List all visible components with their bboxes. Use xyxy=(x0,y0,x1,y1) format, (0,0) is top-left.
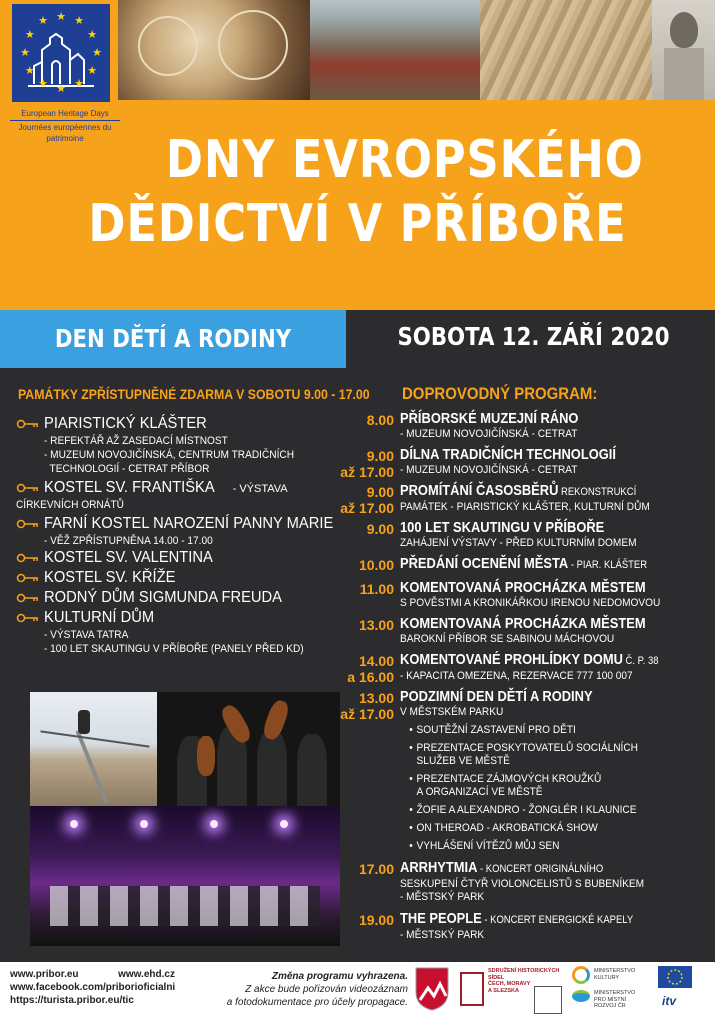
event-detail: PAMÁTEK - PIARISTICKÝ KLÁŠTER, KULTURNÍ DŮM xyxy=(400,501,650,513)
program-event xyxy=(338,910,715,942)
event-time: 19.00 xyxy=(358,912,394,928)
ministry-culture-text: MINISTERSTVO KULTURY xyxy=(594,968,636,981)
ministry-culture-icon xyxy=(572,966,590,984)
photo-band-concert xyxy=(30,806,340,946)
event-time: 10.00 xyxy=(358,557,394,573)
sdruzeni-sidel-logo xyxy=(458,966,566,1018)
monument-detail: - 100 LET SKAUTINGU V PŘÍBOŘE (PANELY PŘED KD) xyxy=(44,643,304,655)
event-title: PODZIMNÍ DEN DĚTÍ A RODINY xyxy=(400,688,593,705)
bullet-icon: • xyxy=(409,804,413,816)
eu-star-icon: ★ xyxy=(56,82,66,95)
page-title xyxy=(50,128,665,256)
bullet-icon: • xyxy=(409,742,413,754)
event-title-note: - KONCERT ORIGINÁLNÍHO xyxy=(477,863,604,875)
program-event xyxy=(338,410,715,441)
event-time-end: až 17.00 xyxy=(340,500,394,516)
title-line-1: DNY EVROPSKÉHO xyxy=(165,130,644,190)
event-title-note: REKONSTRUKCÍ xyxy=(558,486,637,498)
monument-name: PIARISTICKÝ KLÁŠTER xyxy=(44,415,207,432)
monument-name: KULTURNÍ DŮM xyxy=(44,609,155,626)
photo-town-aerial xyxy=(310,0,480,100)
eu-star-icon: ★ xyxy=(87,64,98,77)
monument-detail: - VÝSTAVA TATRA xyxy=(44,629,129,641)
monument-detail: - REFEKTÁŘ AŽ ZASEDACÍ MÍSTNOST xyxy=(44,435,228,447)
key-icon xyxy=(16,519,40,529)
event-detail: - MĚSTSKÝ PARK xyxy=(400,891,485,903)
monument-name: KOSTEL SV. VALENTINA xyxy=(44,549,213,566)
key-icon xyxy=(16,483,40,493)
event-time: 13.00 až 17.00 xyxy=(338,690,394,722)
event-time-end: až 17.00 xyxy=(340,706,394,722)
header-band xyxy=(0,0,715,310)
program-event xyxy=(338,579,715,610)
eu-star-icon: ★ xyxy=(24,64,35,77)
event-detail: - MUZEUM NOVOJIČÍNSKÁ - CETRAT xyxy=(400,464,578,476)
program-event xyxy=(338,519,715,550)
monuments-list xyxy=(16,414,346,656)
ministry-logos xyxy=(572,966,652,1016)
monument-item xyxy=(16,548,346,568)
program-event xyxy=(338,482,715,514)
monument-name: RODNÝ DŮM SIGMUNDA FREUDA xyxy=(44,589,282,606)
program-event xyxy=(338,446,715,480)
museum-icon xyxy=(534,986,562,1014)
event-title: PROMÍTÁNÍ ČASOSBĚRŮ REKONSTRUKCÍ xyxy=(400,482,637,499)
event-time-end: a 16.00 xyxy=(347,669,394,685)
itv-text: itv xyxy=(662,994,677,1008)
event-title-note: Č. P. 38 xyxy=(622,655,659,667)
eu-star-icon: ★ xyxy=(87,28,98,41)
link-facebook[interactable]: www.facebook.com/priborioficialni xyxy=(10,982,176,993)
monument-name: KOSTEL SV. KŘÍŽE xyxy=(44,569,176,586)
monument-item xyxy=(16,568,346,588)
event-title: KOMENTOVANÁ PROCHÁZKA MĚSTEM xyxy=(400,615,646,632)
monument-item xyxy=(16,608,346,656)
event-title-note: - PIAR. KLÁŠTER xyxy=(568,559,648,571)
activity-item: • ON THEROAD - AKROBATICKÁ SHOW xyxy=(409,822,598,834)
monuments-heading: PAMÁTKY ZPŘÍSTUPNĚNÉ ZDARMA V SOBOTU 9.00 - 17.00 xyxy=(18,386,370,402)
monument-item xyxy=(16,514,346,548)
footer-note xyxy=(208,970,408,1009)
key-icon xyxy=(16,573,40,583)
itv-logo xyxy=(662,992,690,1012)
council-of-europe-icon xyxy=(658,966,692,988)
program-list xyxy=(338,410,715,942)
activity-item: • SOUTĚŽNÍ ZASTAVENÍ PRO DĚTI xyxy=(409,724,576,736)
program-event xyxy=(338,615,715,646)
monument-item xyxy=(16,478,346,512)
event-title: KOMENTOVANÁ PROCHÁZKA MĚSTEM xyxy=(400,579,646,596)
monument-item xyxy=(16,414,346,476)
event-date: SOBOTA 12. ZÁŘÍ 2020 xyxy=(397,322,670,351)
event-time: 17.00 xyxy=(358,861,394,877)
monument-note: - VÝSTAVA xyxy=(229,483,288,495)
event-detail: - KAPACITA OMEZENA, REZERVACE 777 100 007 xyxy=(400,670,633,682)
ministry-development-text: MINISTERSTVO PRO MÍSTNÍ ROZVOJ ČR xyxy=(594,990,636,1009)
link-pribor[interactable]: www.pribor.eu xyxy=(10,969,79,980)
event-time: 11.00 xyxy=(359,581,394,597)
bullet-icon: • xyxy=(409,840,413,852)
program-heading: DOPROVODNÝ PROGRAM: xyxy=(402,384,598,403)
link-ehd[interactable]: www.ehd.cz xyxy=(118,969,175,980)
photo-ceiling-fresco xyxy=(118,0,310,100)
key-icon xyxy=(16,553,40,563)
activity-item: • PREZENTACE ZÁJMOVÝCH KROUŽKŮ xyxy=(409,773,602,785)
activity-item: • PREZENTACE POSKYTOVATELŮ SOCIÁLNÍCH xyxy=(409,742,638,754)
link-turista[interactable]: https://turista.pribor.eu/tic xyxy=(10,995,134,1006)
eu-star-icon: ★ xyxy=(92,46,102,59)
ehd-logo xyxy=(12,4,110,102)
event-title-note: - KONCERT ENERGICKÉ KAPELY xyxy=(481,914,634,926)
pribor-coat-of-arms-icon xyxy=(414,966,450,1012)
key-icon xyxy=(16,593,40,603)
day-label: DEN DĚTÍ A RODINY xyxy=(54,324,292,353)
event-detail: BAROKNÍ PŘÍBOR SE SABINOU MÁCHOVOU xyxy=(400,633,615,645)
event-time: 13.00 xyxy=(358,617,394,633)
activity-item: • VYHLÁŠENÍ VÍTĚZŮ MŮJ SEN xyxy=(409,840,560,852)
event-title: PŘEDÁNÍ OCENĚNÍ MĚSTA - PIAR. KLÁŠTER xyxy=(400,555,648,572)
event-title: KOMENTOVANÉ PROHLÍDKY DOMU Č. P. 38 xyxy=(400,651,659,668)
event-detail: S POVĚSTMI A KRONIKÁŘKOU IRENOU NEDOMOVOU xyxy=(400,597,661,609)
ministry-development-icon xyxy=(572,990,590,1002)
program-event xyxy=(338,555,715,574)
bullet-icon: • xyxy=(409,724,413,736)
day-label-banner xyxy=(0,310,346,368)
monument-detail: CÍRKEVNÍCH ORNÁTŮ xyxy=(16,499,124,511)
event-detail: - MĚSTSKÝ PARK xyxy=(400,929,485,941)
eu-star-icon: ★ xyxy=(38,15,48,28)
event-time: 8.00 xyxy=(366,412,394,428)
eu-star-icon: ★ xyxy=(38,77,48,90)
monument-detail: - VĚŽ ZPŘÍSTUPNĚNA 14.00 - 17.00 xyxy=(44,535,213,547)
note-line-3: a fotodokumentace pro účely propagace. xyxy=(226,997,408,1008)
title-line-2: DĚDICTVÍ V PŘÍBOŘE xyxy=(88,194,627,254)
ehd-caption-en: European Heritage Days xyxy=(10,108,120,121)
sdruzeni-text: SDRUŽENÍ HISTORICKÝCH SÍDEL ČECH, MORAVY A SLEZSKA xyxy=(488,968,560,994)
event-detail: ZAHÁJENÍ VÝSTAVY - PŘED KULTURNÍM DOMEM xyxy=(400,537,637,549)
photo-acrobat xyxy=(30,692,157,806)
castle-icon xyxy=(460,972,484,1006)
program-event xyxy=(338,651,715,683)
eu-star-icon: ★ xyxy=(74,77,84,90)
event-time: 9.00 až 17.00 xyxy=(338,484,394,516)
ehd-caption-fr: Journées européennes du patrimoine xyxy=(18,123,112,143)
event-detail: SESKUPENÍ ČTYŘ VIOLONCELISTŮ S BUBENÍKEM xyxy=(400,878,645,890)
event-title: ARRHYTMIA - KONCERT ORIGINÁLNÍHO xyxy=(400,859,604,876)
event-time-end: až 17.00 xyxy=(340,464,394,480)
bullet-icon: • xyxy=(409,822,413,834)
note-line-1: Změna programu vyhrazena. xyxy=(271,971,408,982)
event-title: THE PEOPLE - KONCERT ENERGICKÉ KAPELY xyxy=(400,910,634,927)
eu-star-icon: ★ xyxy=(74,15,84,28)
bullet-icon: • xyxy=(409,773,413,785)
monument-name: FARNÍ KOSTEL NAROZENÍ PANNY MARIE xyxy=(44,515,334,532)
event-time: 14.00 a 16.00 xyxy=(338,653,394,685)
monument-detail: TECHNOLOGIÍ - CETRAT PŘÍBOR xyxy=(49,463,210,475)
eu-star-icon: ★ xyxy=(20,46,30,59)
event-time: 9.00 xyxy=(366,521,394,537)
monument-name: KOSTEL SV. FRANTIŠKA xyxy=(44,479,215,496)
eu-star-icon: ★ xyxy=(24,28,35,41)
key-icon xyxy=(16,419,40,429)
eu-star-icon: ★ xyxy=(56,10,66,23)
event-detail: - MUZEUM NOVOJIČÍNSKÁ - CETRAT xyxy=(400,428,578,440)
activity-item: A ORGANIZACÍ VE MĚSTĚ xyxy=(416,786,543,798)
key-icon xyxy=(16,613,40,623)
event-detail: V MĚSTSKÉM PARKU xyxy=(400,706,504,718)
event-title: DÍLNA TRADIČNÍCH TECHNOLOGIÍ xyxy=(400,446,616,463)
photo-freud-bust xyxy=(652,0,715,100)
event-title: 100 LET SKAUTINGU V PŘÍBOŘE xyxy=(400,519,605,536)
monument-detail: - MUZEUM NOVOJIČÍNSKÁ, CENTRUM TRADIČNÍCH xyxy=(44,449,295,461)
photo-cello-quartet xyxy=(157,692,340,806)
program-event xyxy=(338,859,715,904)
activity-item: SLUŽEB VE MĚSTĚ xyxy=(416,755,510,767)
activity-item: • ŽOFIE A ALEXANDRO - ŽONGLÉR I KLAUNICE xyxy=(409,804,637,816)
event-time: 9.00 až 17.00 xyxy=(338,448,394,480)
photo-sculpture-relief xyxy=(480,0,652,100)
note-line-2: Z akce bude pořizován videozáznam xyxy=(245,984,408,995)
program-event xyxy=(338,688,715,853)
footer-links xyxy=(10,968,175,1007)
monument-item xyxy=(16,588,346,608)
event-title: PŘÍBORSKÉ MUZEJNÍ RÁNO xyxy=(400,410,579,427)
